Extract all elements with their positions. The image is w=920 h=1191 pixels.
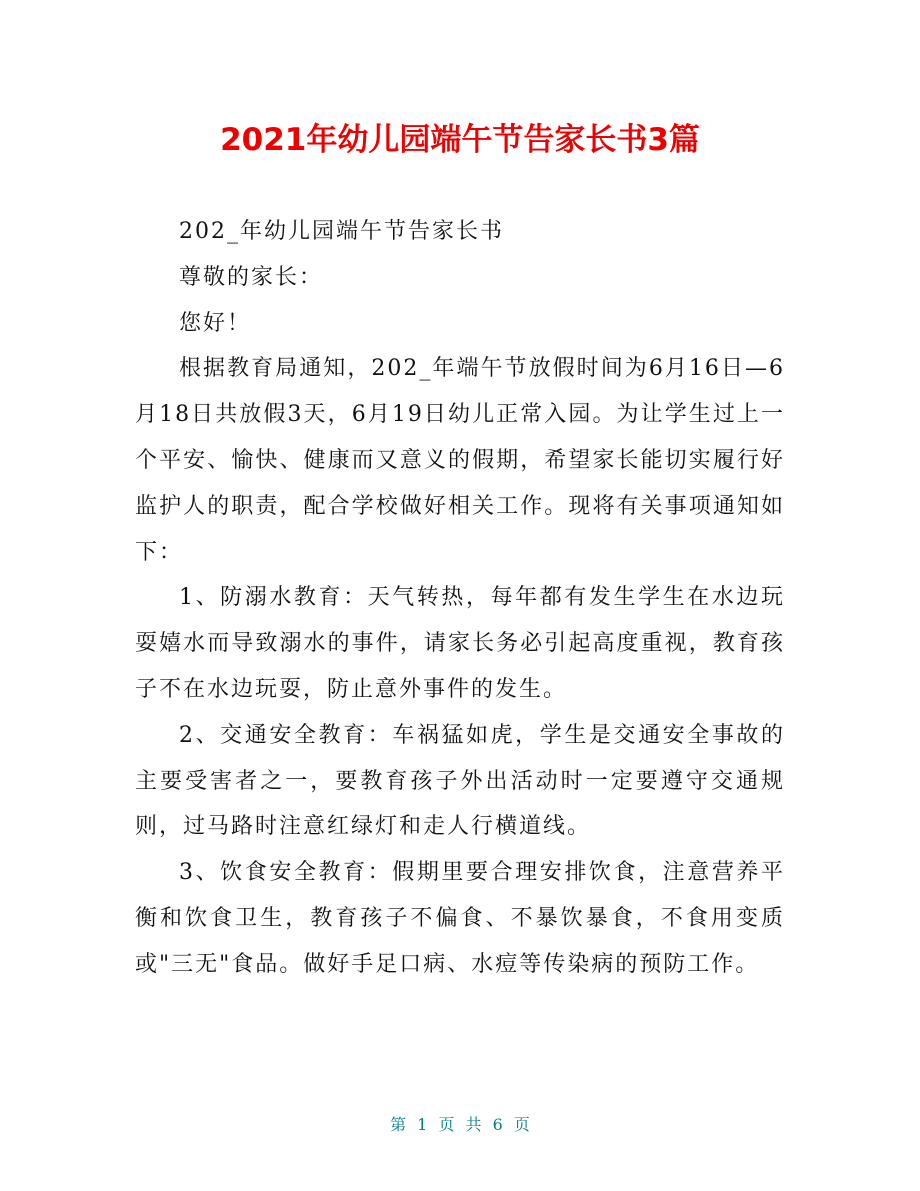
paragraph-item-food: 3、饮食安全教育：假期里要合理安排饮食，注意营养平衡和饮食卫生，教育孩子不偏食、不暴饮暴食，不食用变质或"三无"食品。做好手足口病、水痘等传染病的预防工作。 — [135, 860, 785, 977]
paragraph-salutation: 尊敬的家长： — [179, 264, 324, 290]
document-body — [135, 209, 785, 988]
page-number-footer: 第 1 页 共 6 页 — [390, 1115, 530, 1134]
document-title: 2021年幼儿园端午节告家长书3篇 — [220, 122, 700, 158]
paragraph-item-drowning: 1、防溺水教育：天气转热，每年都有发生学生在水边玩耍嬉水而导致溺水的事件，请家长务必引起高度重视，教育孩子不在水边玩耍，防止意外事件的发生。 — [135, 585, 785, 702]
paragraph-greeting: 您好！ — [179, 310, 252, 336]
paragraph-notice: 根据教育局通知，202_年端午节放假时间为6月16日—6月18日共放假3天，6月19日幼儿正常入园。为让学生过上一个平安、愉快、健康而又意义的假期，希望家长能切实履行好监护人的职责，配合学校做好相关工作。现将有关事项通知如下： — [135, 356, 785, 565]
paragraph-heading: 202_年幼儿园端午节告家长书 — [179, 219, 504, 244]
paragraph-item-traffic: 2、交通安全教育：车祸猛如虎，学生是交通安全事故的主要受害者之一，要教育孩子外出活动时一定要遵守交通规则，过马路时注意红绿灯和走人行横道线。 — [135, 722, 785, 840]
